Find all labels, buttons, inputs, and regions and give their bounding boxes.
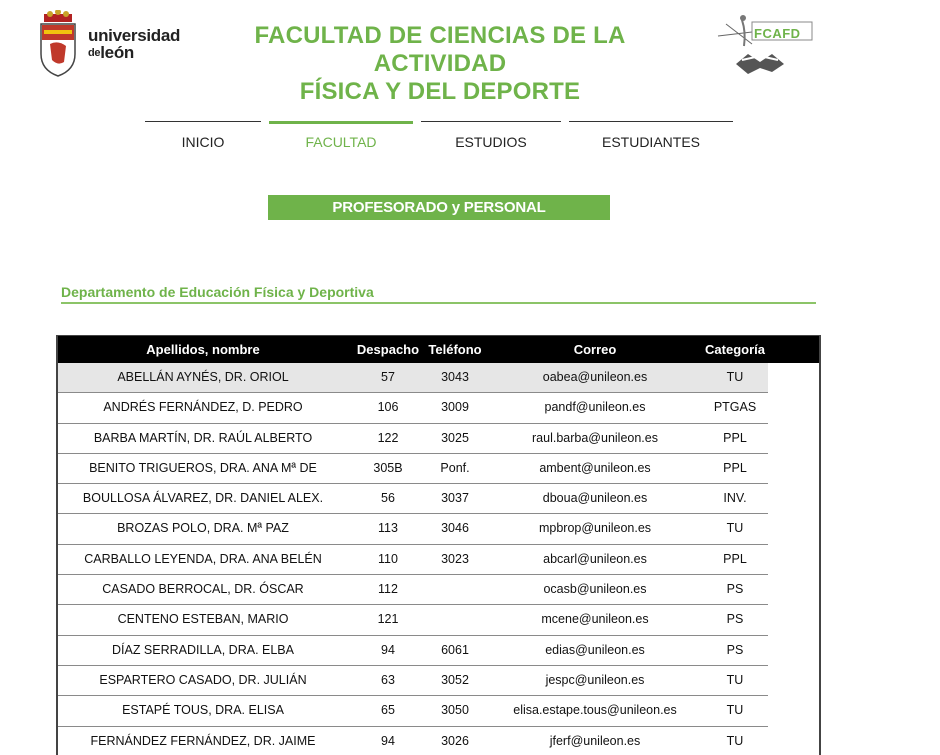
fcafd-emblem-icon — [712, 10, 818, 80]
fcafd-logo-text: FCAFD — [754, 26, 801, 41]
cell-category: PS — [726, 612, 744, 627]
section-banner: PROFESORADO y PERSONAL DEPARTAMENTOS — [268, 195, 610, 220]
cell-email[interactable]: abcarl@unileon.es — [543, 551, 647, 566]
table-row — [58, 363, 768, 393]
cell-name: BARBA MARTÍN, DR. RAÚL ALBERTO — [93, 430, 313, 445]
university-line2 — [88, 44, 180, 62]
cell-email[interactable]: edias@unileon.es — [545, 642, 645, 657]
cell-name: BROZAS POLO, DRA. Mª PAZ — [117, 521, 289, 536]
table-row — [58, 727, 768, 755]
cell-name: CENTENO ESTEBAN, MARIO — [117, 612, 289, 627]
cell-category: PTGAS — [713, 400, 757, 415]
cell-name: DÍAZ SERRADILLA, DRA. ELBA — [111, 642, 294, 657]
cell-category: TU — [726, 672, 744, 687]
table-row — [58, 636, 768, 666]
cell-email[interactable]: jferf@unileon.es — [549, 733, 641, 748]
cell-office: 65 — [381, 703, 395, 718]
nav-inicio[interactable]: INICIO — [145, 121, 261, 153]
cell-phone — [422, 575, 488, 604]
cell-email[interactable]: ocasb@unileon.es — [543, 582, 647, 597]
cell-email[interactable]: elisa.estape.tous@unileon.es — [513, 703, 677, 718]
cell-office: 110 — [378, 551, 398, 566]
cell-phone: 3043 — [441, 370, 469, 384]
cell-category: PPL — [723, 430, 747, 445]
cell-name: BENITO TRIGUEROS, DRA. ANA Mª DE — [89, 460, 317, 475]
universidad-leon-logo[interactable] — [38, 10, 188, 80]
header-email: Correo — [573, 342, 617, 357]
cell-category: TU — [726, 703, 744, 718]
table-body — [58, 363, 768, 755]
table-row — [58, 575, 768, 605]
cell-phone: 3046 — [441, 521, 469, 536]
cell-name: CARBALLO LEYENDA, DRA. ANA BELÉN — [84, 551, 322, 566]
cell-office: 112 — [378, 582, 398, 597]
table-row — [58, 696, 768, 726]
cell-name: CASADO BERROCAL, DR. ÓSCAR — [102, 582, 304, 597]
header-name: Apellidos, nombre — [146, 342, 260, 357]
cell-email[interactable]: dboua@unileon.es — [542, 491, 648, 506]
cell-category: TU — [726, 370, 744, 384]
table-row — [58, 666, 768, 696]
cell-phone — [422, 605, 488, 634]
cell-name: ANDRÉS FERNÁNDEZ, D. PEDRO — [103, 400, 303, 415]
cell-email[interactable]: mcene@unileon.es — [541, 612, 649, 627]
cell-office: 63 — [381, 672, 395, 687]
cell-phone: Ponf. — [440, 460, 470, 475]
cell-name: ESPARTERO CASADO, DR. JULIÁN — [99, 672, 307, 687]
university-line2-prefix: de — [88, 47, 101, 59]
header-phone: Teléfono — [428, 342, 482, 357]
cell-office: 94 — [381, 642, 395, 657]
header-office: Despacho — [356, 342, 420, 357]
table-row — [58, 605, 768, 635]
cell-phone: 3037 — [441, 491, 469, 506]
nav-estudiantes[interactable]: ESTUDIANTES — [569, 121, 733, 153]
cell-office: 94 — [381, 733, 395, 748]
table-row — [58, 454, 768, 484]
cell-office: 113 — [378, 521, 398, 536]
table-header — [58, 336, 819, 363]
cell-office: 57 — [381, 370, 395, 384]
cell-name: ESTAPÉ TOUS, DRA. ELISA — [122, 703, 284, 718]
cell-phone: 3050 — [441, 703, 469, 718]
cell-name: FERNÁNDEZ FERNÁNDEZ, DR. JAIME — [90, 733, 316, 748]
university-shield-icon — [38, 10, 78, 78]
cell-office: 121 — [377, 612, 399, 627]
table-row — [58, 424, 768, 454]
cell-email[interactable]: ambent@unileon.es — [539, 460, 651, 475]
cell-email[interactable]: mpbrop@unileon.es — [538, 521, 652, 536]
university-line2-city: león — [100, 43, 134, 62]
cell-category: TU — [726, 733, 744, 748]
cell-phone: 3025 — [441, 430, 469, 445]
cell-name: ABELLÁN AYNÉS, DR. ORIOL — [117, 370, 289, 384]
fcafd-logo[interactable] — [712, 10, 818, 80]
cell-office: 56 — [381, 491, 395, 506]
header-category: Categoría — [705, 342, 765, 357]
faculty-title-line1: FACULTAD DE CIENCIAS DE LA ACTIVIDAD — [254, 22, 626, 77]
cell-phone: 3023 — [441, 551, 469, 566]
university-name — [88, 27, 180, 62]
table-row — [58, 545, 768, 575]
table-row — [58, 393, 768, 423]
cell-category: PPL — [723, 551, 747, 566]
faculty-title — [195, 22, 685, 106]
cell-phone: 3009 — [441, 400, 469, 415]
cell-office: 106 — [377, 400, 399, 415]
cell-category: TU — [726, 521, 744, 536]
cell-office: 122 — [377, 430, 399, 445]
cell-email[interactable]: pandf@unileon.es — [544, 400, 646, 415]
cell-phone: 6061 — [441, 642, 469, 657]
table-row — [58, 514, 768, 544]
table-row — [58, 484, 768, 514]
university-line1: universidad — [88, 26, 181, 45]
cell-email[interactable]: jespc@unileon.es — [545, 672, 645, 687]
cell-email[interactable]: oabea@unileon.es — [542, 370, 648, 384]
staff-table — [56, 335, 821, 755]
cell-phone: 3052 — [441, 672, 469, 687]
cell-category: PS — [726, 582, 744, 597]
cell-phone: 3026 — [441, 733, 469, 748]
cell-category: INV. — [723, 491, 747, 506]
cell-category: PS — [726, 642, 744, 657]
nav-facultad[interactable]: FACULTAD — [269, 121, 413, 153]
cell-category: PPL — [723, 460, 747, 475]
faculty-title-line2: FÍSICA Y DEL DEPORTE — [299, 78, 581, 105]
department-title: Departamento de Educación Física y Deportiva — [61, 284, 816, 304]
cell-email[interactable]: raul.barba@unileon.es — [532, 430, 658, 445]
cell-office: 305B — [373, 460, 403, 475]
nav-estudios[interactable]: ESTUDIOS — [421, 121, 561, 153]
cell-name: BOULLOSA ÁLVAREZ, DR. DANIEL ALEX. — [82, 491, 324, 506]
